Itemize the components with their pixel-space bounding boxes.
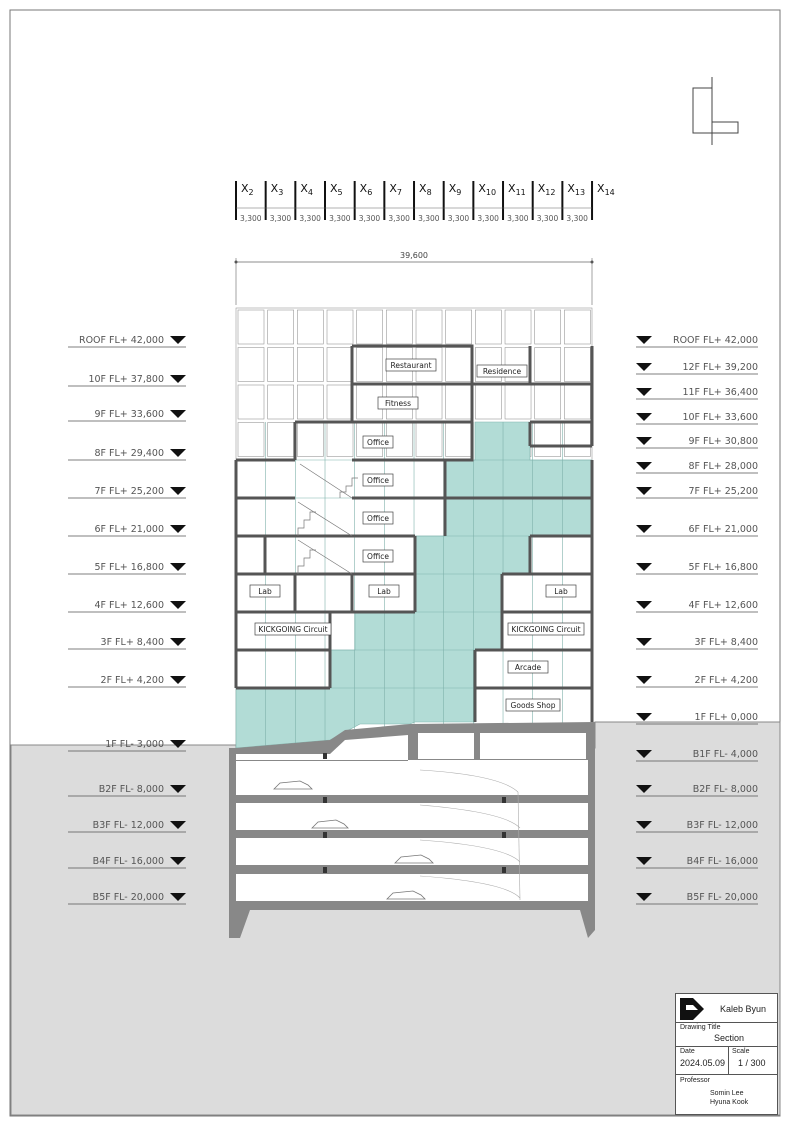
level-marker <box>68 562 186 574</box>
level-triangle-icon <box>636 413 652 421</box>
grid-axis-label: $X_3$ <box>270 182 284 197</box>
level-label: 5F FL+ 16,800 <box>94 562 164 573</box>
level-triangle-icon <box>170 525 186 533</box>
grid-axis-label: $X_2$ <box>241 182 254 197</box>
svg-text:Restaurant: Restaurant <box>390 361 432 370</box>
room-kickgoing-circuit <box>508 623 584 635</box>
grid-spacing-label: 3,300 <box>329 214 351 223</box>
level-marker <box>636 524 758 536</box>
level-triangle-icon <box>170 563 186 571</box>
room-lab <box>369 585 399 597</box>
grid-axis-label: $X_5$ <box>330 182 343 197</box>
level-triangle-icon <box>170 487 186 495</box>
level-triangle-icon <box>636 462 652 470</box>
level-label: B5F FL- 20,000 <box>686 892 758 903</box>
grid-spacing-label: 3,300 <box>477 214 499 223</box>
grid-spacing-label: 3,300 <box>566 214 588 223</box>
svg-text:Office: Office <box>367 476 389 485</box>
level-label: B5F FL- 20,000 <box>92 892 164 903</box>
level-label: 3F FL+ 8,400 <box>100 637 164 648</box>
svg-text:KICKGOING Circuit: KICKGOING Circuit <box>511 625 581 634</box>
grid-axis-label: $X_{11}$ <box>508 182 526 197</box>
level-label: B1F FL- 4,000 <box>692 749 758 760</box>
professor-name: Hyuna Kook <box>710 1099 749 1106</box>
level-label: 6F FL+ 21,000 <box>94 524 164 535</box>
level-label: 7F FL+ 25,200 <box>688 486 758 497</box>
level-label: 7F FL+ 25,200 <box>94 486 164 497</box>
level-marker <box>68 600 186 612</box>
title-block <box>675 993 778 1115</box>
level-triangle-icon <box>170 638 186 646</box>
level-marker <box>68 637 186 649</box>
level-marker <box>68 675 186 687</box>
overall-dimension-label: 39,600 <box>400 251 428 260</box>
level-label: 2F FL+ 4,200 <box>100 675 164 686</box>
level-label: 10F FL+ 37,800 <box>88 374 164 385</box>
professor-caption: Professor <box>680 1077 710 1084</box>
room-office <box>363 512 393 524</box>
svg-text:Lab: Lab <box>377 587 391 596</box>
room-lab <box>546 585 576 597</box>
level-marker <box>636 335 758 347</box>
level-marker <box>636 486 758 498</box>
basement-structure <box>229 722 595 938</box>
room-residence <box>477 365 527 377</box>
level-label: 4F FL+ 12,600 <box>94 600 164 611</box>
level-label: B2F FL- 8,000 <box>98 784 164 795</box>
svg-text:Lab: Lab <box>258 587 272 596</box>
svg-text:Goods Shop: Goods Shop <box>510 701 556 710</box>
room-lab <box>250 585 280 597</box>
grid-spacing-label: 3,300 <box>447 214 470 223</box>
grid-axis-label: $X_7$ <box>389 182 402 197</box>
scale-value: 1 / 300 <box>738 1058 766 1068</box>
level-label: ROOF FL+ 42,000 <box>672 335 758 346</box>
level-label: 6F FL+ 21,000 <box>688 524 758 535</box>
level-label: 8F FL+ 28,000 <box>688 461 758 472</box>
svg-text:Fitness: Fitness <box>385 399 411 408</box>
level-triangle-icon <box>636 437 652 445</box>
author-name: Kaleb Byun <box>720 1004 767 1014</box>
level-triangle-icon <box>636 525 652 533</box>
room-office <box>363 436 393 448</box>
level-triangle-icon <box>170 410 186 418</box>
level-marker <box>636 637 758 649</box>
level-triangle-icon <box>636 713 652 721</box>
level-marker <box>68 524 186 536</box>
level-marker <box>636 412 758 424</box>
level-label: 4F FL+ 12,600 <box>688 600 758 611</box>
level-label: 5F FL+ 16,800 <box>688 562 758 573</box>
room-restaurant <box>386 359 436 371</box>
level-triangle-icon <box>636 336 652 344</box>
room-office <box>363 474 393 486</box>
level-marker <box>68 409 186 421</box>
svg-text:Office: Office <box>367 438 389 447</box>
level-marker <box>636 562 758 574</box>
level-label: B4F FL- 16,000 <box>92 856 164 867</box>
drawing-title-caption: Drawing Title <box>680 1024 721 1031</box>
level-marker <box>68 448 186 460</box>
level-marker <box>68 335 186 347</box>
svg-text:Office: Office <box>367 552 389 561</box>
grid-spacing-label: 3,300 <box>299 214 321 223</box>
grid-spacing-label: 3,300 <box>358 214 381 223</box>
level-triangle-icon <box>636 676 652 684</box>
grid-spacing-label: 3,300 <box>536 214 559 223</box>
level-marker <box>636 436 758 448</box>
level-marker <box>636 362 758 374</box>
level-label: 11F FL+ 36,400 <box>682 387 758 398</box>
level-triangle-icon <box>636 388 652 396</box>
level-label: 8F FL+ 29,400 <box>94 448 164 459</box>
svg-text:Arcade: Arcade <box>514 663 542 672</box>
grid-axis-label: $X_4$ <box>300 182 313 197</box>
room-office <box>363 550 393 562</box>
grid-spacing-label: 3,300 <box>240 214 262 223</box>
date-caption: Date <box>680 1048 695 1055</box>
room-arcade <box>508 661 548 673</box>
level-label: 3F FL+ 8,400 <box>694 637 758 648</box>
north-arrow-icon <box>693 77 738 145</box>
grid-axis-label: $X_8$ <box>419 182 432 197</box>
level-marker <box>636 387 758 399</box>
level-triangle-icon <box>170 449 186 457</box>
level-marker <box>68 374 186 386</box>
level-label: 2F FL+ 4,200 <box>694 675 758 686</box>
level-triangle-icon <box>170 336 186 344</box>
level-label: 1F FL- 3,000 <box>105 739 164 750</box>
grid-spacing-label: 3,300 <box>388 214 410 223</box>
room-fitness <box>378 397 418 409</box>
level-label: 9F FL+ 33,600 <box>94 409 164 420</box>
grid-spacing-label: 3,300 <box>269 214 292 223</box>
svg-text:Lab: Lab <box>554 587 568 596</box>
level-label: 10F FL+ 33,600 <box>682 412 758 423</box>
level-marker <box>636 675 758 687</box>
overall-dimension <box>235 251 594 305</box>
stair-icon <box>298 464 358 574</box>
grid-axis-label: $X_{12}$ <box>537 182 556 197</box>
svg-text:Residence: Residence <box>482 367 522 376</box>
level-label: B3F FL- 12,000 <box>92 820 164 831</box>
level-label: ROOF FL+ 42,000 <box>78 335 164 346</box>
level-triangle-icon <box>170 676 186 684</box>
room-kickgoing-circuit <box>255 623 331 635</box>
level-label: 12F FL+ 39,200 <box>682 362 758 373</box>
professor-name: Somin Lee <box>710 1090 744 1097</box>
level-triangle-icon <box>636 363 652 371</box>
level-triangle-icon <box>170 375 186 383</box>
svg-text:KICKGOING Circuit: KICKGOING Circuit <box>258 625 328 634</box>
level-marker <box>636 461 758 473</box>
level-label: B3F FL- 12,000 <box>686 820 758 831</box>
room-goods-shop <box>506 699 560 711</box>
level-label: B2F FL- 8,000 <box>692 784 758 795</box>
level-triangle-icon <box>170 601 186 609</box>
level-triangle-icon <box>636 601 652 609</box>
grid-spacing-label: 3,300 <box>507 214 529 223</box>
level-label: 9F FL+ 30,800 <box>688 436 758 447</box>
grid-axis-label: $X_{13}$ <box>567 182 586 197</box>
level-marker <box>636 600 758 612</box>
level-marker <box>68 486 186 498</box>
svg-text:Office: Office <box>367 514 389 523</box>
level-triangle-icon <box>636 487 652 495</box>
grid-axis-label: $X_6$ <box>359 182 373 197</box>
date-value: 2024.05.09 <box>680 1058 726 1068</box>
grid-axis-label: $X_9$ <box>448 182 462 197</box>
scale-caption: Scale <box>732 1048 750 1055</box>
level-triangle-icon <box>636 638 652 646</box>
level-label: B4F FL- 16,000 <box>686 856 758 867</box>
title-block-logo-icon <box>679 997 705 1021</box>
grid-axis-label: $X_{14}$ <box>597 182 615 197</box>
grid-axis-label: $X_{10}$ <box>478 182 497 197</box>
grid-spacing-label: 3,300 <box>418 214 440 223</box>
level-label: 1F FL+ 0,000 <box>694 712 758 723</box>
drawing-title: Section <box>714 1033 745 1043</box>
level-triangle-icon <box>636 563 652 571</box>
